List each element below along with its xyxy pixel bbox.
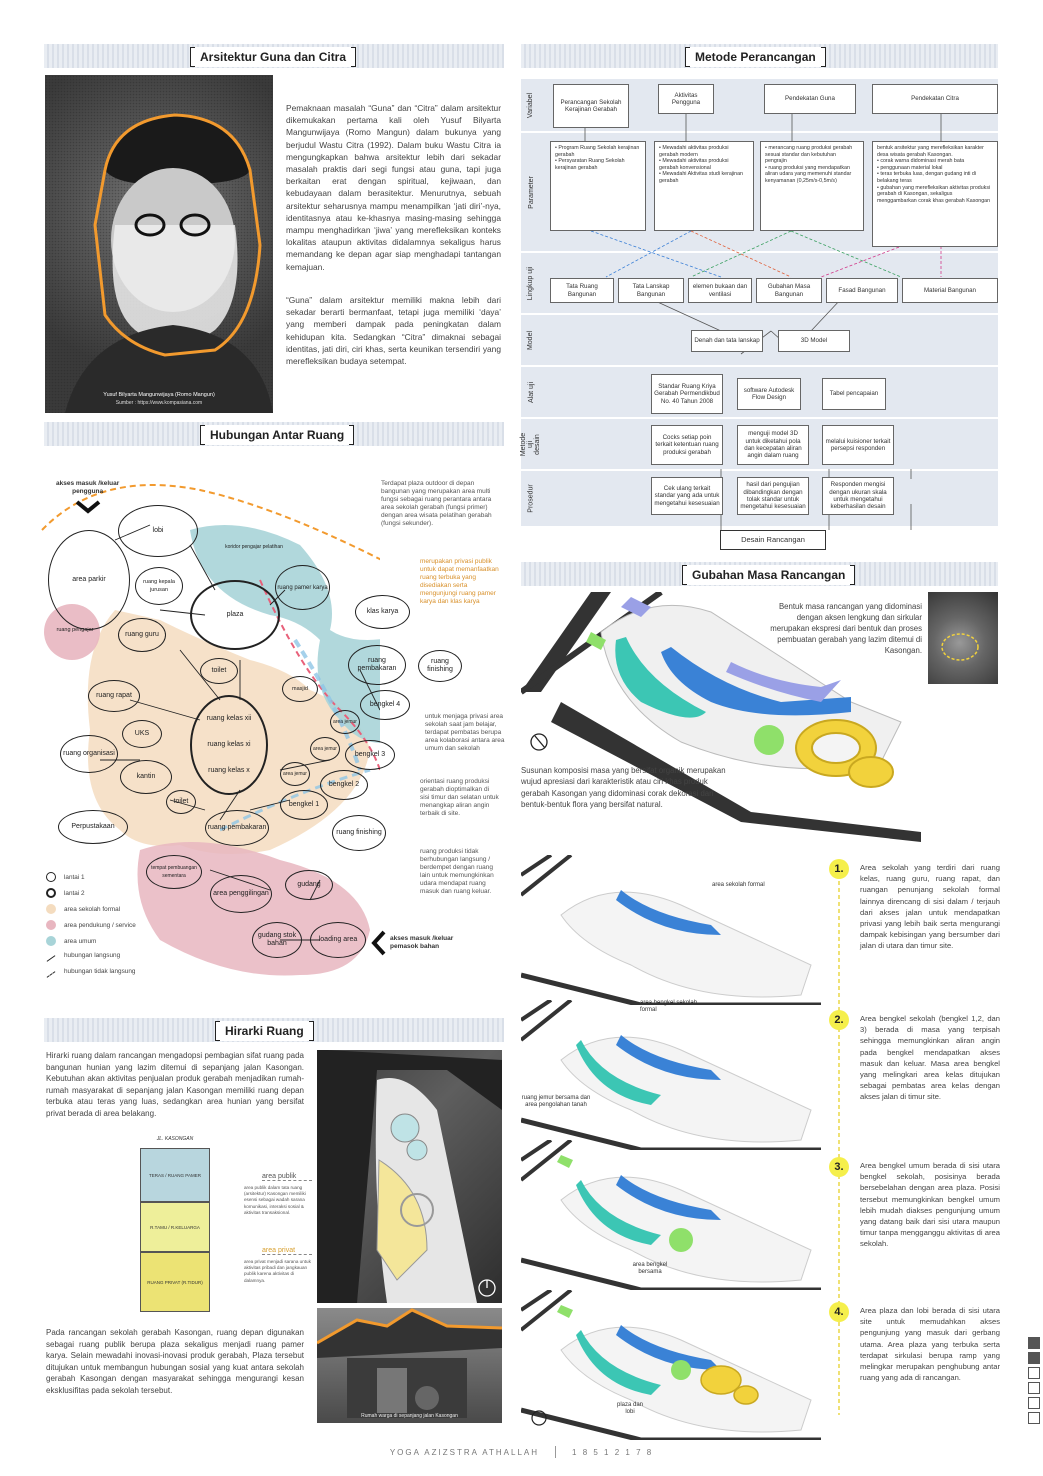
bubble-plaza: plaza xyxy=(190,580,280,650)
hirarki-paragraph-1: Hirarki ruang dalam rancangan mengadopsi pembagian sifat ruang pada bangunan hunian yang lazim ditemui di sepanjang jalan Kasongan. Kebutuhan akan aktivitas penjualan produk gerabah menjadikan rumah-rumah masyarakat di sepanjang jalan Kasongan memiliki ruang depan terbuka atau teras yang luas, sedangkan area hunian yang bersifat privat berada di area belakang. xyxy=(46,1051,304,1118)
param-citra: bentuk arsitektur yang merefleksikan karakter desa wisata gerabah Kasongan. • corak warna didominasi merah bata • penggunaan material lokal • teras terbuka luas, dengan gudang inti di belakang teras • gubahan yang merefleksikan aktivitas produksi gerabah di Kasongan, sekaligus menggambarkan corak khas gerabah Kasongan xyxy=(872,141,998,247)
metode-label-alat: Alat uji xyxy=(527,381,535,403)
portrait-figure xyxy=(45,75,273,413)
prosedur-hasil: hasil dari pengujian dibandingkan dengan tolak standar untuk mengetahui kesesuaian xyxy=(737,477,809,515)
chevron-down-icon xyxy=(75,500,101,514)
site-plan-overlay xyxy=(317,1050,502,1303)
area-publik-label: area publik xyxy=(262,1173,312,1181)
bubble-ruang-pengajar: ruang pengajar xyxy=(56,627,94,633)
step1-label: area sekolah formal xyxy=(712,882,765,888)
chevron-left-icon xyxy=(370,930,386,956)
uji-kuisioner: melalui kuisioner terkait persepsi responden xyxy=(822,425,894,465)
bubble-koridor: koridor pengajar pelatihan xyxy=(225,544,283,550)
bubble-area-jemur-2: area jemur xyxy=(310,737,340,761)
bubble-ruang-finishing-2: ruang finishing xyxy=(332,815,386,851)
hubungan-note-4: orientasi ruang produksi gerabah dioptimalkan di sisi timur dan selatan untuk menangkap aliran angin terbaik di site. xyxy=(420,778,499,817)
lingkup-bukaan: elemen bukaan dan ventilasi xyxy=(688,278,752,303)
bubble-ruang-pembakaran-1: ruang pembakaran xyxy=(348,645,406,685)
page-square-6 xyxy=(1028,1412,1040,1424)
bubble-bengkel-2: bengkel 2 xyxy=(320,770,368,800)
legend-umum-icon xyxy=(46,936,56,946)
hubungan-note-2: merupakan privasi publik untuk dapat memanfaatkan ruang terbuka yang disediakan serta mengunjungi ruang pamer karya dan klas karya xyxy=(420,558,499,605)
hubungan-note-3: untuk menjaga privasi area sekolah saat jam belajar, terdapat pembatas berupa area kolaborasi antara area umum dan sekolah xyxy=(425,713,505,752)
portrait-photo xyxy=(45,75,273,413)
footer xyxy=(0,1446,1043,1458)
bubble-area-jemur-1: area jemur xyxy=(330,710,360,734)
bubble-ruang-kelas: ruang kelas xii ruang kelas xi ruang kelas x xyxy=(190,695,268,795)
page-square-2 xyxy=(1028,1352,1040,1364)
entry-arrow-supplier: akses masuk /keluar pemasok bahan xyxy=(370,930,453,956)
legend-lantai2-icon xyxy=(46,888,56,898)
param-perancangan: • Program Ruang Sekolah kerajinan gerabah • Persyaratan Ruang Sekolah kerajinan gerabah xyxy=(550,141,646,231)
guna-citra-paragraph-2: “Guna” dalam arsitektur memiliki makna lebih dari sekadar berarti bermanfaat, tetapi juga memiliki ‘daya’ yang memberi dampak pada peningkatan dalam kehidupan kita. Sedangkan “Citra” dimaknai sebagai identitas, jati diri, ciri khas, serta keunikan tersendiri yang merefleksikan budaya setempat. xyxy=(286,295,501,367)
var-perancangan: Perancangan Sekolah Kerajinan Gerabah xyxy=(553,84,629,128)
legend-lantai1-icon xyxy=(46,872,56,882)
bubble-area-parkir: area parkir xyxy=(48,530,130,630)
param-guna: • merancang ruang produksi gerabah sesuai standar dan kebutuhan pengrajin • ruang produksi yang mendapatkan aliran udara yang memenuhi standar kenyamanan (0,25m/s-0,5m/s) xyxy=(760,141,864,231)
step-number-2: 2. xyxy=(829,1010,849,1030)
house-photo xyxy=(317,1308,502,1423)
page-square-3 xyxy=(1028,1367,1040,1379)
title-metode: Metode Perancangan xyxy=(685,47,826,67)
timeline-line xyxy=(835,860,843,1415)
bubble-toilet-2: toilet xyxy=(166,790,196,814)
bubble-masjid: masjid xyxy=(282,676,318,702)
var-guna: Pendekatan Guna xyxy=(764,84,856,114)
sketch-zone-public: TERAS / RUANG PAMER xyxy=(140,1148,210,1202)
site-aerial-photo xyxy=(317,1050,502,1303)
legend-sekolah-icon xyxy=(46,904,56,914)
alat-standar: Standar Ruang Kriya Gerabah Permendikbud No. 40 Tahun 2008 xyxy=(651,374,723,414)
alat-software: software Autodesk Flow Design xyxy=(737,378,801,410)
bubble-gudang-stok: gudang stok bahan xyxy=(252,922,302,958)
bubble-ruang-pembakaran-2: ruang pembakaran xyxy=(205,810,269,846)
alat-tabel: Tabel pencapaian xyxy=(822,378,886,410)
metode-label-variabel: Variabel xyxy=(527,92,535,118)
model-denah: Denah dan tata lanskap xyxy=(691,330,763,352)
footer-name: YOGA AZIZSTRA ATHALLAH xyxy=(389,1447,540,1457)
area-privat-desc: area privat menjadi sarana untuk aktivitas pribadi dan jangkauan publik karena aktivitas di dalamnya. xyxy=(244,1259,311,1283)
bubble-uks: UKS xyxy=(122,720,162,748)
bubble-tempat-pembuangan: tempat pembuangan sementara xyxy=(146,855,202,889)
area-publik-desc: area publik dalam tata ruang (arsitektur) Kasongan memiliki esensi sebagai wadah sarana komunikasi, interaksi sosial & aktivitas transaksional. xyxy=(244,1185,306,1215)
area-privat-label: area privat xyxy=(262,1247,312,1255)
pottery-icon xyxy=(928,592,998,684)
step2-label: area bengkel sekolah formal xyxy=(640,1000,698,1013)
bubble-toilet-1: toilet xyxy=(200,658,238,684)
sketch-road-label: JL. KASONGAN xyxy=(156,1136,194,1142)
bubble-bengkel-4: bengkel 4 xyxy=(360,690,410,720)
metode-label-model: Model xyxy=(527,330,535,350)
page-square-1 xyxy=(1028,1337,1040,1349)
footer-divider xyxy=(555,1446,556,1458)
guna-citra-paragraph-1: Pemaknaan masalah “Guna” dan “Citra” dalam arsitektur dikemukakan pertama kali oleh Yusuf Bilyarta Mangunwijaya (Romo Mangun) dalam bukunya yang berjudul Wastu Citra (1992). Dalam buku Wastu Citra ia mengungkapkan bahwa arsitektur lebih dari sekadar masalah praktis dari segi fungsi atau guna, tapi juga berkaitan erat dengan spiritual, kejiwaan, dan kebudayaan dalam berasitektur. Menurutnya, sebuah arsitektur seharusnya mampu menampilkan ‘jati diri’-nya, identitasnya atau ke-khasnya masing-masing sehingga mampu menghadirkan ‘jiwa’ yang merefleksikan konteks lokalitas ataupun aktivitas didalamnya sekaligus harus memandang ke depan agar siap menghadapi tantangan kemajuan. xyxy=(286,103,501,272)
metode-label-lingkup: Lingkup uji xyxy=(527,266,535,300)
page-indicator xyxy=(1028,1337,1042,1427)
prosedur-responden: Responden mengisi dengan ukuran skala untuk mengetahui keberhasilan desain xyxy=(822,477,894,515)
title-gubahan: Gubahan Masa Rancangan xyxy=(682,565,855,585)
prosedur-cek: Cek ulang terkait standar yang ada untuk mengetahui kesesuaian xyxy=(651,477,723,515)
lingkup-tata-ruang: Tata Ruang Bangunan xyxy=(550,278,614,303)
step3-label: area bengkel bersama xyxy=(632,1262,668,1275)
legend-service-icon xyxy=(46,920,56,930)
gubahan-step-2-model xyxy=(521,1000,821,1150)
step4-label: plaza dan lobi xyxy=(616,1402,644,1415)
bubble-area-penggilingan: area penggilingan xyxy=(210,875,272,913)
house-sketch xyxy=(140,1136,210,1316)
gerabah-photo xyxy=(928,592,998,684)
uji-cocks: Cocks setiap poin terkait ketentuan ruang produksi gerabah xyxy=(651,425,723,465)
step-text-4: Area plaza dan lobi berada di sisi utara site untuk memudahkan akses pengunjung yang masuk dari gerbang utama. Area plaza yang terbuka serta terdapat sirkulasi berupa ramp yang melingkar merupakan penghubung antar ruang yang ada di rancangan. xyxy=(860,1306,1000,1383)
metode-label-uji: Metode uji desain xyxy=(520,432,542,456)
sketch-zone-mid: R.TAMU / R.KELUARGA xyxy=(140,1202,210,1252)
step-number-1: 1. xyxy=(829,859,849,879)
step3-label2: ruang jemur bersama dan area pengolahan tanah xyxy=(521,1095,591,1108)
bubble-gudang: gudang xyxy=(285,870,333,900)
step-number-4: 4. xyxy=(829,1302,849,1322)
page-square-4 xyxy=(1028,1382,1040,1394)
gubahan-step-4-model xyxy=(521,1290,821,1440)
title-guna-citra: Arsitektur Guna dan Citra xyxy=(190,47,356,67)
hubungan-note-1: Terdapat plaza outdoor di depan bangunan yang merupakan area multi fungsi sebagai ruang perantara antara area sekolah gerabah (fungsi primer) dengan area wisata pelatihan gerabah (fungsi sekunder). xyxy=(381,480,492,527)
house-photo-caption: Rumah warga di sepanjang jalan Kasongan xyxy=(361,1413,458,1419)
bubble-perpustakaan: Perpustakaan xyxy=(58,810,128,844)
lingkup-lanskap: Tata Lanskap Bangunan xyxy=(618,278,684,303)
bubble-kantin: kantin xyxy=(120,760,172,794)
bubble-lobi: lobi xyxy=(118,505,198,557)
title-hubungan: Hubungan Antar Ruang xyxy=(200,425,354,445)
var-aktivitas: Aktivitas Pengguna xyxy=(658,84,714,114)
lingkup-gubahan: Gubahan Masa Bangunan xyxy=(756,278,822,303)
gubahan-intro: Bentuk masa rancangan yang didominasi dengan aksen lengkung dan sirkular merupakan ekspresi dari bentuk dan proses pembuatan gerabah yang lazim ditemui di Kasongan. xyxy=(770,602,922,655)
step-text-3: Area bengkel umum berada di sisi utara bengkel sekolah, posisinya berada bersebelahan dengan area plaza. Posisi tersebut memungkinkan bengkel umum lebih mudah diakses pengunjung umum yang datang baik dari sisi utara maupun timur tanpa mengganggu aktivitas di area sekolah. xyxy=(860,1161,1000,1249)
footer-id: 1 8 5 1 2 1 7 8 xyxy=(572,1447,654,1457)
step-number-3: 3. xyxy=(829,1157,849,1177)
model-3d: 3D Model xyxy=(778,330,850,352)
lingkup-fasad: Fasad Bangunan xyxy=(826,278,898,303)
bubble-ruang-kepala: ruang kepala jurusan xyxy=(135,567,183,605)
sketch-zone-private: RUANG PRIVAT (R.TIDUR) xyxy=(140,1252,210,1312)
step-text-2: Area bengkel sekolah (bengkel 1,2, dan 3) berada di masa yang terpisah sehingga memungkinkan aliran angin pada bengkel mendapatkan akses masuk dan keluar. Masa area bengkel yang melingkari area kelas ditujukan sebagai pembatas area kelas dengan akses jalan di timur site. xyxy=(860,1014,1000,1102)
entry-arrow-user: akses masuk /keluar pengguna xyxy=(56,480,120,495)
hirarki-paragraph-2: Pada rancangan sekolah gerabah Kasongan, ruang depan digunakan sebagai ruang publik berupa plaza sekaligus menjadi ruang pamer karya. Selain mewadahi inovasi-inovasi produk gerabah, Plaza tersebut ditujukan untuk membangun hubungan sosial yang kuat antara sekolah gerabah Kasongan dengan masyarakat sehingga mengurangi kesan eksklusifitas pada sekolah tersebut. xyxy=(46,1328,304,1395)
bubble-klas-karya: klas karya xyxy=(355,595,410,629)
bubble-loading-area: loading area xyxy=(310,922,366,958)
bubble-ruang-guru: ruang guru xyxy=(118,618,166,652)
metode-label-prosedur: Prosedur xyxy=(527,484,535,513)
param-aktivitas: • Mewadahi aktivitas produksi gerabah modern • Mewadahi aktivitas produksi gerabah konvensional • Mewadahi Aktivitas studi kerajinan gerabah xyxy=(654,141,754,231)
gubahan-desc: Susunan komposisi masa yang bersifat organik merupakan wujud apresiasi dari karakteristik atau ciri khas produk gerabah Kasongan yang didominasi corak dekorasi dari bentuk-bentuk flora yang bersifat natural. xyxy=(521,766,726,810)
bubble-ruang-organisasi: ruang organisasi xyxy=(60,735,118,773)
uji-model: menguji model 3D untuk diketahui pola dan kecepatan aliran angin dalam ruang xyxy=(737,425,809,465)
lingkup-material: Material Bangunan xyxy=(902,278,998,303)
var-citra: Pendekatan Citra xyxy=(872,84,998,114)
bubble-bengkel-1: bengkel 1 xyxy=(280,790,328,820)
page-square-5 xyxy=(1028,1397,1040,1409)
step-text-1: Area sekolah yang terdiri dari ruang kelas, ruang guru, ruang rapat, dan ruangan penunjang sekolah formal lainnya direncang di sisi dalam / terjauh dari akses jalan untuk mendapatkan privasi yang lebih baik serta mengurangi dampak kebisingan yang bersumber dari jalan di utara dan timur site. xyxy=(860,863,1000,951)
photo-source: Sumber : https://www.kompasiana.com xyxy=(115,400,203,406)
desain-rancangan: Desain Rancangan xyxy=(720,530,826,550)
metode-label-parameter: Parameter xyxy=(527,175,535,209)
bubble-ruang-rapat: ruang rapat xyxy=(88,680,140,712)
photo-caption: Yusuf Bilyarta Mangunwijaya (Romo Mangun) xyxy=(103,392,215,398)
bubble-ruang-finishing-1: ruang finishing xyxy=(418,650,462,682)
house-photo-drawing xyxy=(317,1308,502,1423)
bubble-ruang-pamer: ruang pamer karya xyxy=(275,565,330,610)
gubahan-step-1-model xyxy=(521,855,821,1005)
bubble-bengkel-3: bengkel 3 xyxy=(345,740,395,770)
hubungan-note-5: ruang produksi tidak berhubungan langsung / berdempet dengan ruang lain untuk memungkinkan udara mendapat ruang masuk dan ruang keluar. xyxy=(420,848,494,895)
bubble-area-jemur-3: area jemur xyxy=(280,762,310,786)
title-hirarki: Hirarki Ruang xyxy=(215,1021,314,1041)
